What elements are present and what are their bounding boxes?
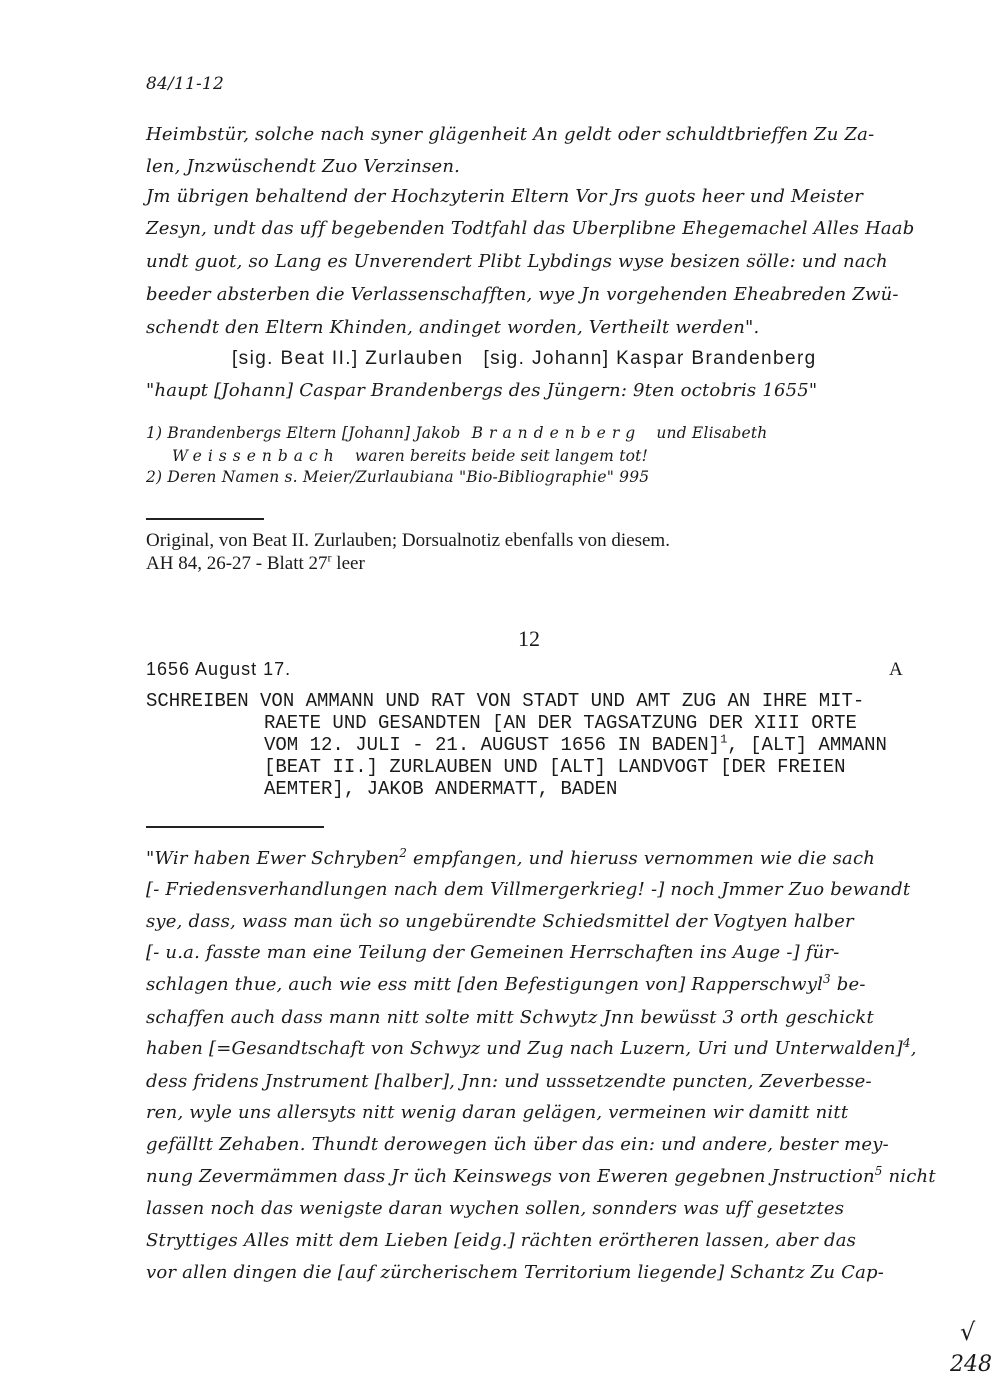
heading-line-1: SCHREIBEN VON AMMANN UND RAT VON STADT UND AMT ZUG AN IHRE MIT- <box>146 690 865 712</box>
source-note-sup: r <box>327 550 332 565</box>
passage-two-line: Stryttiges Alles mitt dem Lieben [eidg.] rächten erörtheren lassen, aber das <box>146 1230 857 1251</box>
footnote-marker: 5 <box>874 1164 883 1178</box>
passage-one-line: Zesyn, undt das uff begebenden Todtfahl das Uberplibne Ehegemachel Alles Haab <box>146 218 915 239</box>
passage-two-text: nicht <box>882 1166 936 1187</box>
divider-rule <box>146 518 264 520</box>
passage-two-line: [- Friedensverhandlungen nach dem Villmergerkrieg! -] noch Jmmer Zuo bewandt <box>146 879 911 900</box>
footnote-1-continued <box>172 447 648 465</box>
passage-one-line: undt guot, so Lang es Unverendert Plibt Lybdings wyse besizen sölle: und nach <box>146 251 888 272</box>
passage-two-line <box>146 1166 936 1187</box>
passage-one-line: len, Jnzwüschendt Zuo Verzinsen. <box>146 156 461 177</box>
footnote-1-text-c: waren bereits beide seit langem tot! <box>354 447 649 465</box>
passage-one-line: Heimbstür, solche nach syner glägenheit An geldt oder schuldtbrieffen Zu Za- <box>146 124 875 145</box>
passage-two-text: empfangen, und hieruss vernommen wie die sach <box>407 848 876 869</box>
passage-one-line: Jm übrigen behaltend der Hochzyterin Eltern Vor Jrs guots heer und Meister <box>146 186 864 207</box>
page-reference: 84/11-12 <box>146 74 224 94</box>
passage-two-line <box>146 848 875 869</box>
dorsal-note: "haupt [Johann] Caspar Brandenbergs des Jüngern: 9ten octobris 1655" <box>146 380 818 401</box>
source-note-text: AH 84, 26-27 - Blatt 27 <box>146 553 328 574</box>
footnote-2: 2) Deren Namen s. Meier/Zurlaubiana "Bio-Bibliographie" 995 <box>146 468 650 486</box>
signature-line: [sig. Beat II.] Zurlauben [sig. Johann] Kaspar Brandenberg <box>232 348 817 369</box>
passage-two-line: vor allen dingen die [auf zürcherischem Territorium liegende] Schantz Zu Cap- <box>146 1262 885 1283</box>
passage-two-line: dess fridens Jnstrument [halber], Jnn: und usssetzendte puncten, Zeverbesse- <box>146 1071 872 1092</box>
document-number: 12 <box>518 626 540 651</box>
source-note-line-2 <box>146 550 365 575</box>
passage-two-text: schlagen thue, auch wie ess mitt [den Befestigungen von] Rapperschwyl <box>146 974 824 995</box>
footnote-marker: 4 <box>902 1036 911 1050</box>
heading-line-3-tail: , [ALT] AMMANN <box>727 734 887 756</box>
footnote-marker: 2 <box>399 846 408 860</box>
passage-two-line: gefälltt Zehaben. Thundt derowegen üch über das ein: und andere, bester mey- <box>146 1134 889 1155</box>
source-note-tail: leer <box>331 553 365 574</box>
divider-rule <box>146 826 324 828</box>
heading-footnote-marker: 1 <box>720 732 728 747</box>
source-note-line-1: Original, von Beat II. Zurlauben; Dorsualnotiz ebenfalls von diesem. <box>146 530 670 551</box>
check-mark: √ <box>960 1318 976 1346</box>
passage-one-line: schendt den Eltern Khinden, andinget worden, Vertheilt werden". <box>146 317 760 338</box>
passage-two-line: lassen noch das wenigste daran wychen sollen, sonnders was uff gesetztes <box>146 1198 845 1219</box>
passage-two-line: [- u.a. fasste man eine Teilung der Gemeinen Herrschaften ins Auge -] für- <box>146 942 840 963</box>
heading-line-3 <box>264 734 887 756</box>
passage-two-text: nung Zevermämmen dass Jr üch Keinswegs von Eweren gegebnen Jnstruction <box>146 1166 875 1187</box>
passage-two-line: sye, dass, wass man üch so ungebürendte Schiedsmittel der Vogtyen halber <box>146 911 854 932</box>
heading-line-5: AEMTER], JAKOB ANDERMATT, BADEN <box>264 778 618 800</box>
passage-two-line <box>146 974 866 995</box>
passage-two-line: ren, wyle uns allersyts nitt wenig daran gelägen, vermeinen wir damitt nitt <box>146 1102 849 1123</box>
heading-line-4: [BEAT II.] ZURLAUBEN UND [ALT] LANDVOGT [DER FREIEN <box>264 756 846 778</box>
heading-line-2: RAETE UND GESANDTEN [AN DER TAGSATZUNG DER XIII ORTE <box>264 712 857 734</box>
passage-two-line: schaffen auch dass mann nitt solte mitt Schwytz Jnn bewüsst 3 orth geschickt <box>146 1007 874 1028</box>
footnote-1-text-b: und Elisabeth <box>656 424 768 442</box>
passage-two-text: be- <box>830 974 866 995</box>
document-letter: A <box>889 659 903 680</box>
passage-two-text: "Wir haben Ewer Schryben <box>146 848 400 869</box>
passage-two-line <box>146 1038 917 1059</box>
footnote-1-name-2: Weissenbach <box>172 447 340 465</box>
document-date: 1656 August 17. <box>146 659 292 679</box>
footnote-1-text-a: 1) Brandenbergs Eltern [Johann] Jakob <box>146 424 461 442</box>
passage-two-text: haben [=Gesandtschaft von Schwyz und Zug nach Luzern, Uri und Unterwalden] <box>146 1038 903 1059</box>
handwritten-page-number: 248 <box>950 1352 992 1377</box>
passage-two-text: , <box>910 1038 917 1059</box>
footnote-1-name: Brandenberg <box>471 424 642 442</box>
passage-one-line: beeder absterben die Verlassenschafften, wye Jn vorgehenden Eheabreden Zwü- <box>146 284 899 305</box>
footnote-marker: 3 <box>823 972 831 986</box>
footnote-1 <box>146 424 767 442</box>
heading-line-3-text: VOM 12. JULI - 21. AUGUST 1656 IN BADEN] <box>264 734 721 756</box>
